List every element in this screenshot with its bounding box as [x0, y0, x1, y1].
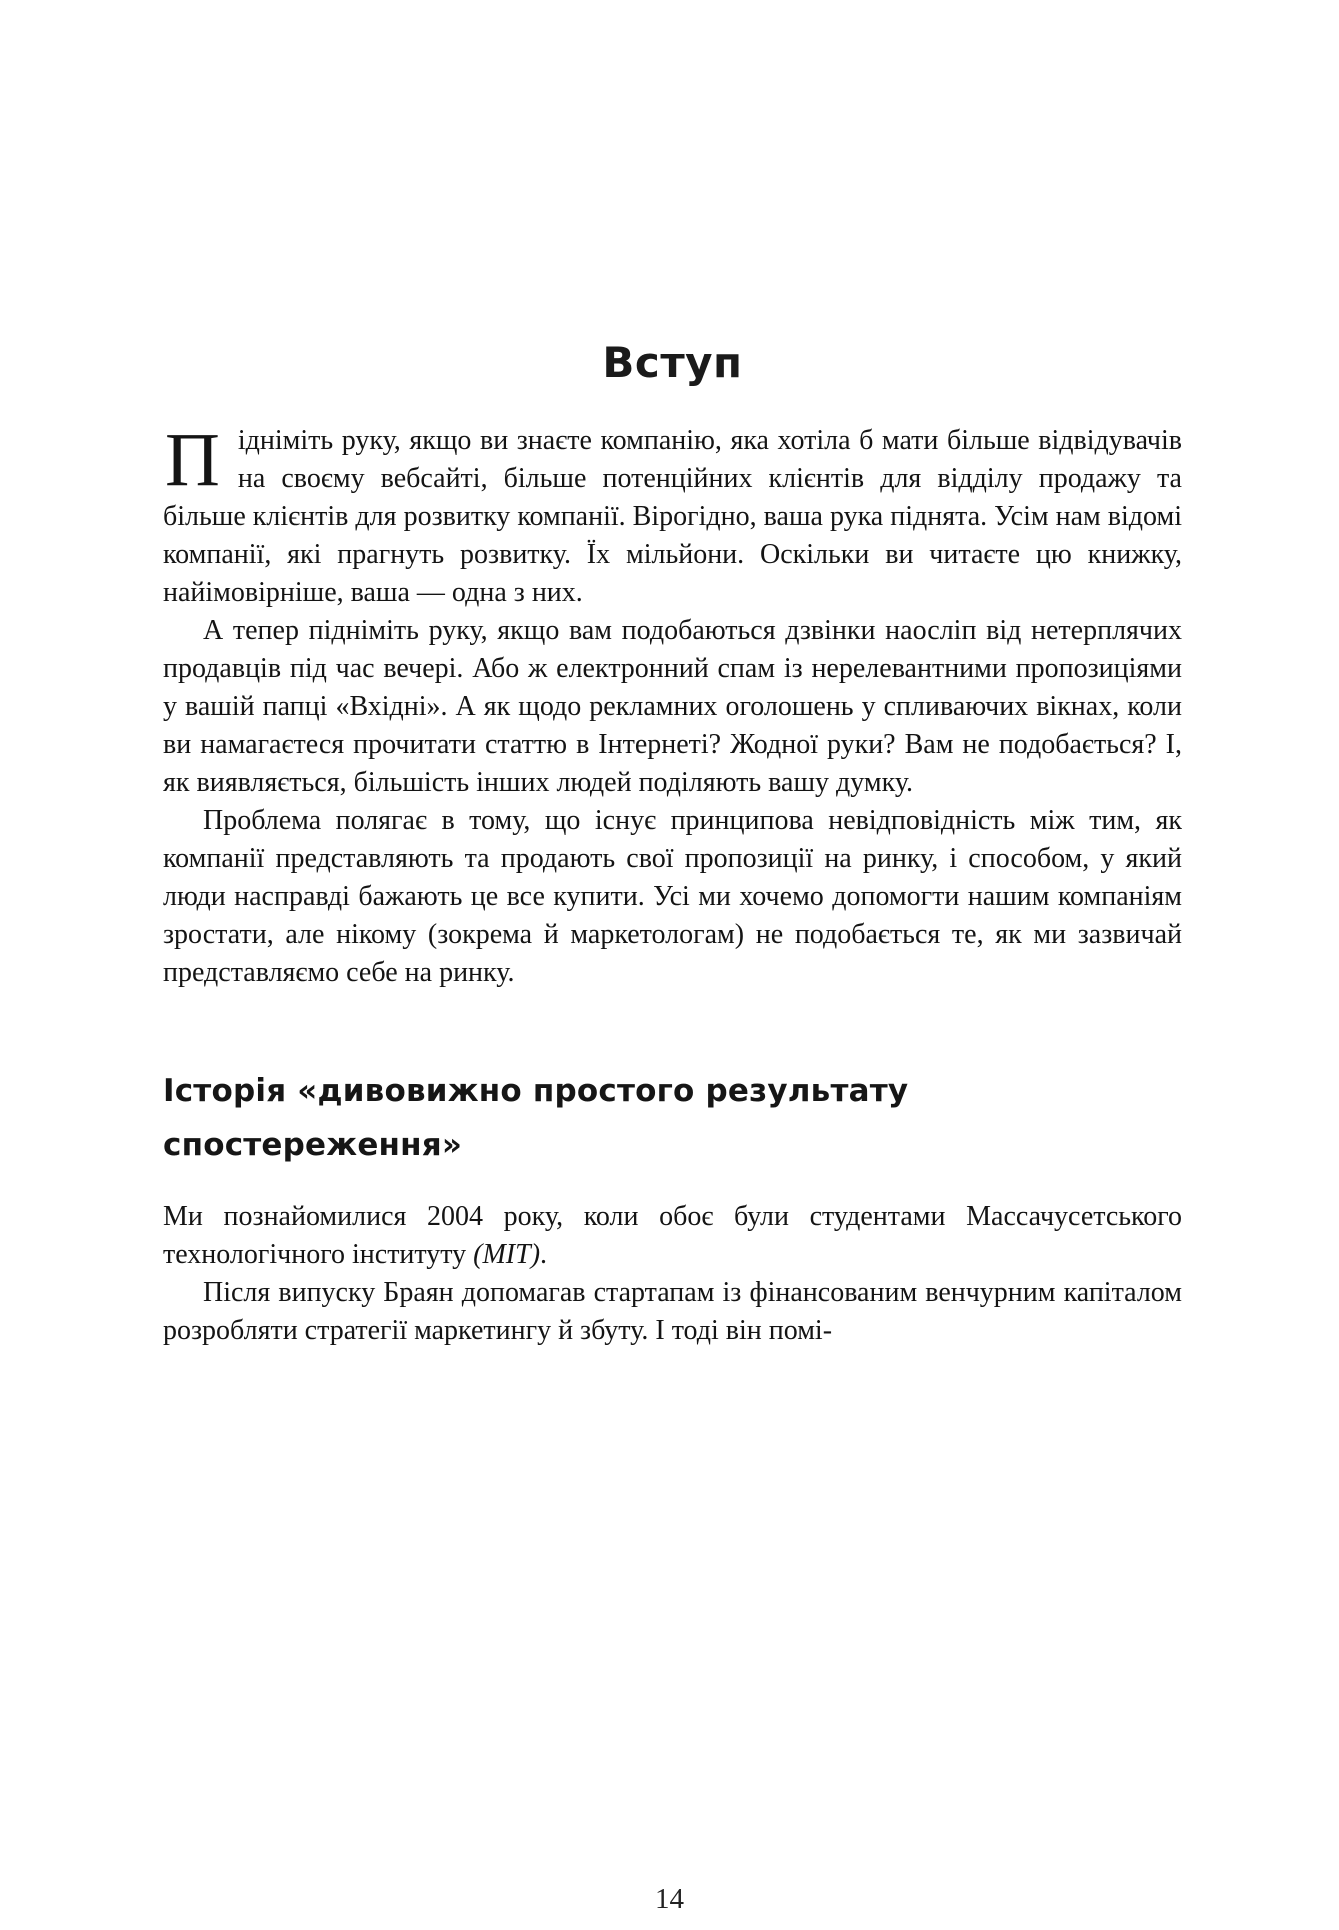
paragraph-1-text: ідніміть руку, якщо ви знаєте компанію, яка хотіла б мати більше відвідувачів на своєму вебсайті, більше потенційних клієнтів для відділу продажу та більше клієнтів для розвитку компанії. Вірогідно, ваша рука піднята. Усім нам відомі компанії, які прагнуть розвитку. Їх мільйони. Оскільки ви читаєте цю книжку, найімовірніше, ваша — одна з них. [163, 425, 1182, 608]
paragraph-4 [163, 1198, 1182, 1274]
paragraph-4-end: . [540, 1239, 548, 1270]
page-number: 14 [655, 1883, 684, 1915]
paragraph-1 [163, 418, 1182, 612]
paragraph-2: А тепер підніміть руку, якщо вам подобаються дзвінки наосліп від нетерплячих продавців під час вечері. Або ж електронний спам із нерелевантними пропозиціями у вашій папці «Вхідні». А як щодо рекламних оголошень у спливаючих вікнах, коли ви намагаєтеся прочитати статтю в Інтернеті? Жодної руки? Вам не подобається? І, як виявляється, більшість інших людей поділяють вашу думку. [163, 615, 1182, 798]
mit-italic: (МІТ) [473, 1239, 541, 1270]
paragraph-5: Після випуску Браян допомагав стартапам із фінансованим венчурним капіталом розробляти стратегії маркетингу й збуту. І тоді він помі- [163, 1277, 1182, 1346]
paragraph-4-text: Ми познайомилися 2004 року, коли обоє були студентами Массачусетського технологічного інституту [163, 1201, 1182, 1270]
chapter-title: Вступ [602, 338, 743, 387]
dropcap-letter: П [165, 418, 220, 502]
text-block [163, 338, 1182, 1350]
section-heading: Історія «дивовижно простого результату спостереження» [163, 1073, 909, 1163]
paragraph-3: Проблема полягає в тому, що існує принципова невідповідність між тим, як компанії представляють та продають свої пропозиції на ринку, і способом, у який люди насправді бажають це все купити. Усі ми хочемо допомогти нашим компаніям зростати, але нікому (зокрема й маркетологам) не подобається те, як ми зазвичай представляємо себе на ринку. [163, 805, 1182, 988]
